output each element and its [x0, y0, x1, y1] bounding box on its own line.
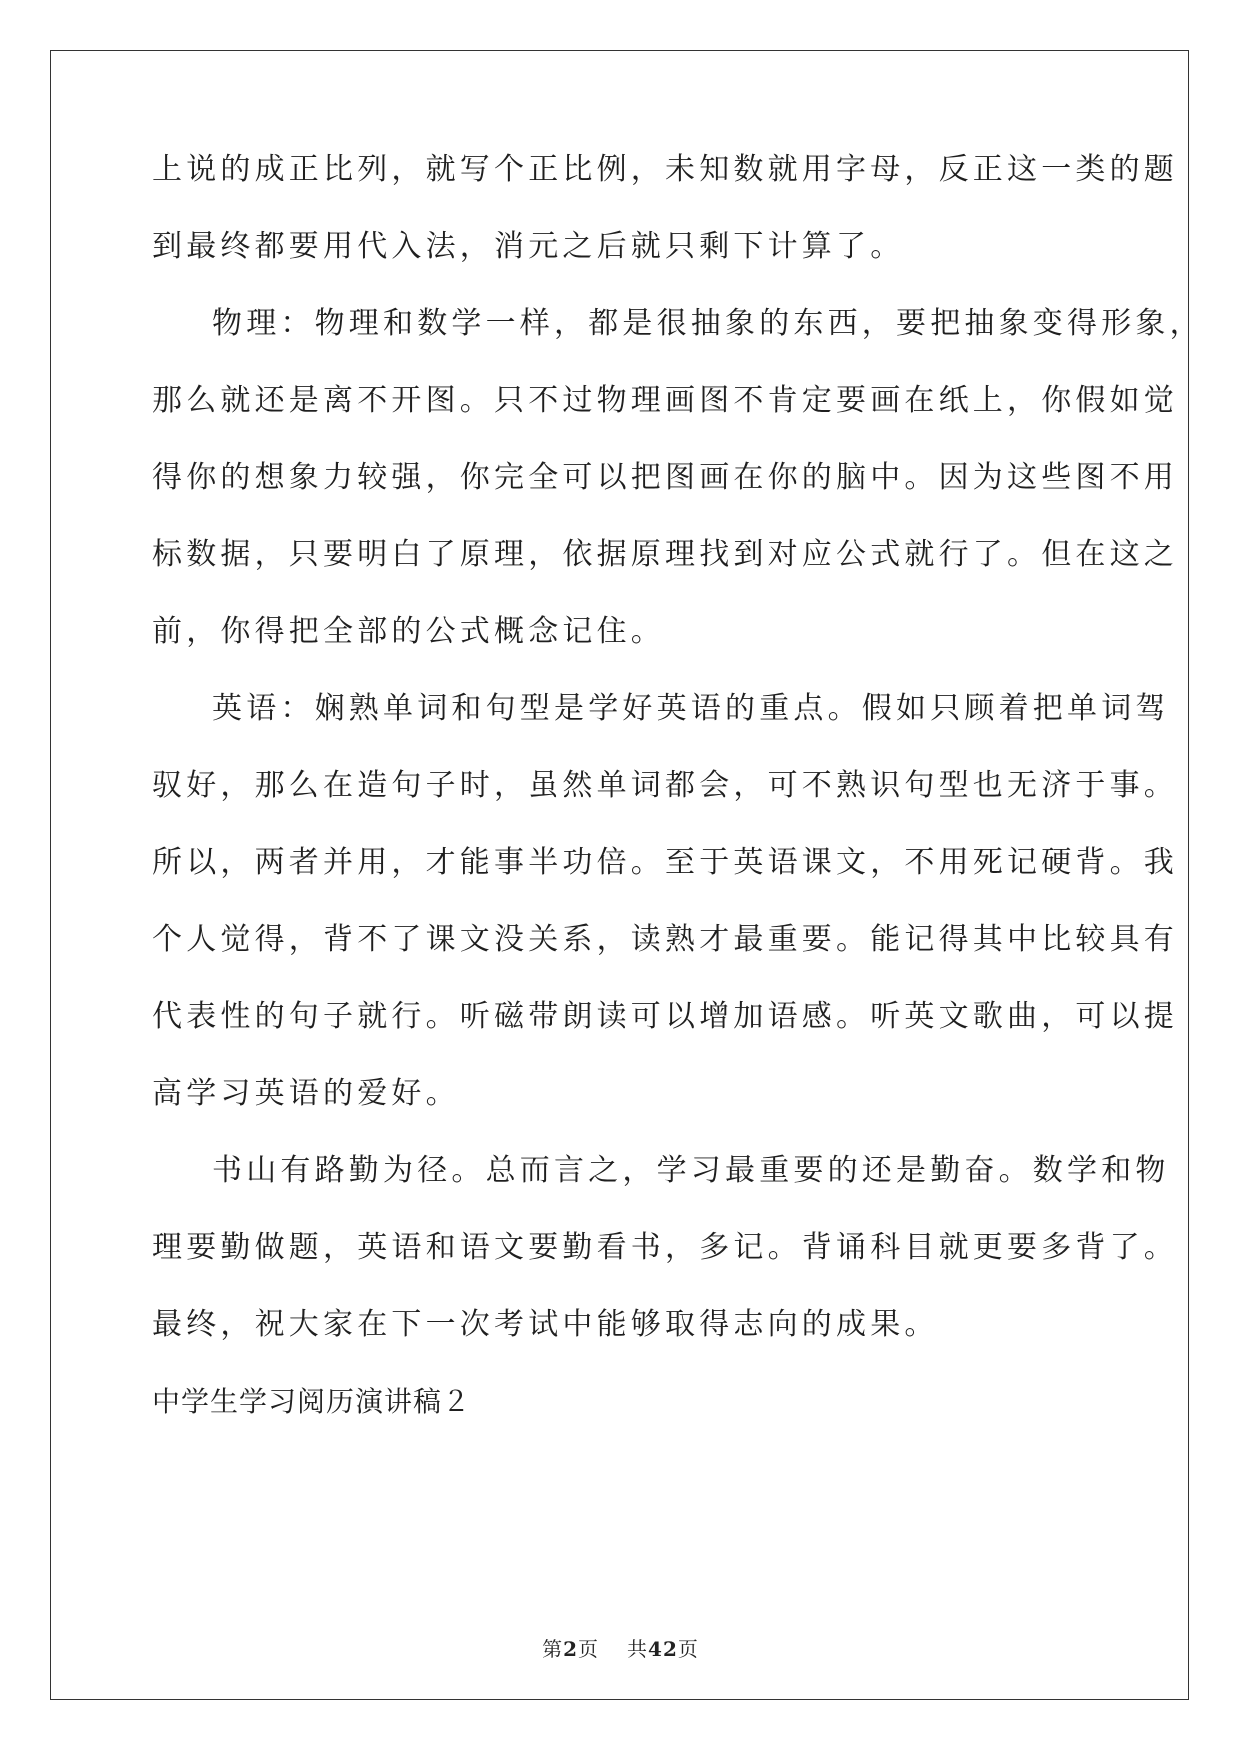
page-prefix: 第 — [542, 1637, 564, 1661]
page-number: 2 — [563, 1637, 579, 1661]
body-line: 得你的想象力较强，你完全可以把图画在你的脑中。因为这些图不用 — [152, 460, 1178, 495]
paragraph-physics: 物理：物理和数学一样，都是很抽象的东西，要把抽象变得形象， — [212, 306, 1204, 341]
body-line: 最终，祝大家在下一次考试中能够取得志向的成果。 — [152, 1307, 939, 1342]
body-line: 那么就还是离不开图。只不过物理画图不肯定要画在纸上，你假如觉 — [152, 383, 1178, 418]
body-line: 标数据，只要明白了原理，依据原理找到对应公式就行了。但在这之 — [152, 537, 1178, 572]
body-line: 驭好，那么在造句子时，虽然单词都会，可不熟识句型也无济于事。 — [152, 768, 1178, 803]
page-footer — [0, 1635, 1241, 1663]
page-suffix: 页 — [578, 1637, 600, 1661]
total-pages: 42 — [648, 1637, 678, 1661]
total-prefix: 共 — [627, 1637, 649, 1661]
body-line: 所以，两者并用，才能事半功倍。至于英语课文，不用死记硬背。我 — [152, 845, 1178, 880]
paragraph-conclusion: 书山有路勤为径。总而言之，学习最重要的还是勤奋。数学和物 — [212, 1153, 1170, 1188]
body-line: 理要勤做题，英语和语文要勤看书，多记。背诵科目就更要多背了。 — [152, 1230, 1178, 1265]
paragraph-english: 英语：娴熟单词和句型是学好英语的重点。假如只顾着把单词驾 — [212, 691, 1170, 726]
body-line: 上说的成正比列，就写个正比例，未知数就用字母，反正这一类的题 — [152, 152, 1178, 187]
section-title: 中学生学习阅历演讲稿２ — [152, 1385, 472, 1418]
body-line: 高学习英语的爱好。 — [152, 1076, 460, 1111]
body-line: 前，你得把全部的公式概念记住。 — [152, 614, 665, 649]
body-line: 到最终都要用代入法，消元之后就只剩下计算了。 — [152, 229, 905, 264]
body-line: 代表性的句子就行。听磁带朗读可以增加语感。听英文歌曲，可以提 — [152, 999, 1178, 1034]
body-line: 个人觉得，背不了课文没关系，读熟才最重要。能记得其中比较具有 — [152, 922, 1178, 957]
total-suffix: 页 — [677, 1637, 699, 1661]
